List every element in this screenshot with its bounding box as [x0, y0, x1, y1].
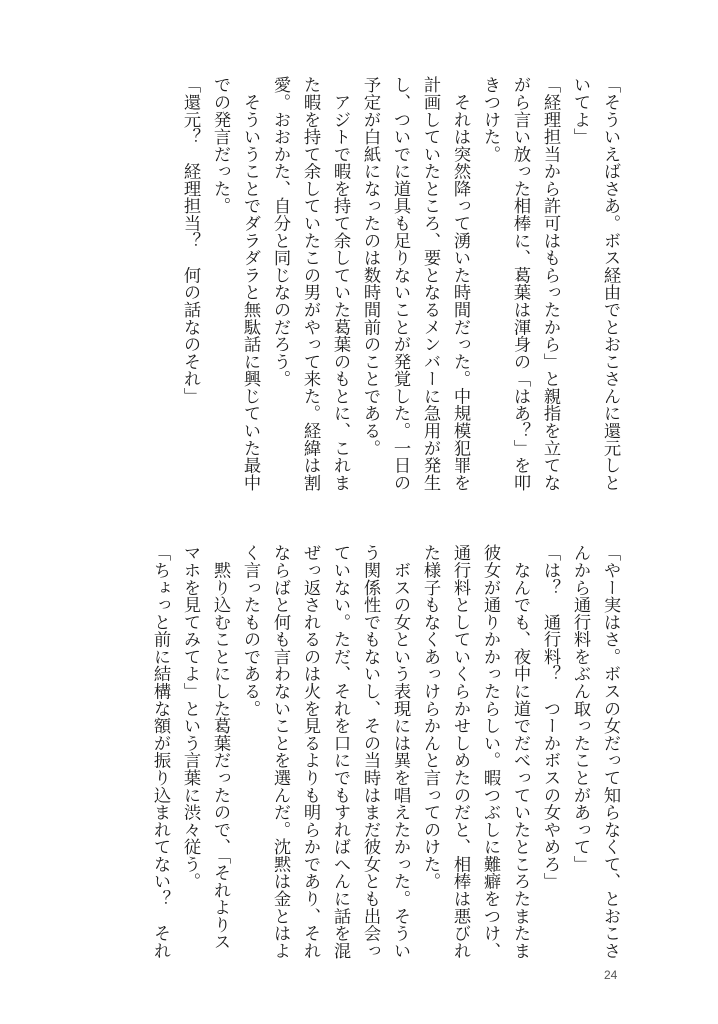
text-line: 通行料としていくらかせしめたのだと、相棒は悪びれ [450, 544, 470, 959]
text-line: 「そういえばさあ。ボス経由でとおこさんに還元しと [600, 76, 620, 491]
text-line: 「ちょっと前に結構な額が振り込まれてない？ それ [150, 544, 170, 959]
text-line: それは突然降って湧いた時間だった。中規模犯罪を [450, 76, 470, 491]
text-line: 「は？ 通行料？ つーかボスの女やめろ」 [540, 544, 560, 890]
text-line: し、ついでに道具も足りないことが発覚した。一日の [390, 76, 410, 491]
text-line: 黙り込むことにした葛葉だったので、「それよりス [210, 544, 230, 951]
text-line: アジトで暇を持て余していた葛葉のもとに、これま [330, 76, 350, 491]
text-line: いてよ」 [570, 76, 590, 146]
text-line: んから通行料をぶん取ったことがあって」 [570, 544, 590, 873]
text-line: ならばと何も言わないことを選んだ。沈黙は金とはよ [270, 544, 290, 959]
text-line: マホを見てみてよ」という言葉に渋々従う。 [180, 544, 200, 890]
page-number: 24 [604, 968, 618, 982]
text-line: 「還元？ 経理担当？ 何の話なのそれ」 [180, 76, 200, 405]
text-line: ボスの女という表現には異を唱えたかった。そうい [390, 544, 410, 959]
text-line: 「やー実はさ。ボスの女だって知らなくて、とおこさ [600, 544, 620, 959]
text-line: そういうことでダラダラと無駄話に興じていた最中 [240, 76, 260, 491]
text-block-bottom [145, 544, 625, 964]
text-line: 予定が白紙になったのは数時間前のことである。 [360, 76, 380, 457]
text-line: 「経理担当から許可はもらったから」と親指を立てな [540, 76, 560, 491]
text-line: きつけた。 [480, 76, 500, 163]
text-line: う関係性でもないし、その当時はまだ彼女とも出会っ [360, 544, 380, 959]
text-line: がら言い放った相棒に、葛葉は渾身の「はあ？」を叩 [510, 76, 530, 491]
text-line: 愛。おおかた、自分と同じなのだろう。 [270, 76, 290, 388]
text-line: ぜっ返されるのは火を見るよりも明らかであり、それ [300, 544, 320, 959]
text-line: 彼女が通りかかったらしい。暇つぶしに難癖をつけ、 [480, 544, 500, 959]
text-line: た様子もなくあっけらかんと言ってのけた。 [420, 544, 440, 890]
text-line: なんでも、夜中に道でだべっていたところたまたま [510, 544, 530, 959]
text-block-top [175, 76, 625, 496]
text-line: 計画していたところ、要となるメンバーに急用が発生 [420, 76, 440, 491]
text-line: た暇を持て余していたこの男がやって来た。経緯は割 [300, 76, 320, 491]
text-line: での発言だった。 [210, 76, 230, 215]
text-line: く言ったものである。 [240, 544, 260, 717]
text-line: ていない。ただ、それを口にでもすればへんに話を混 [330, 544, 350, 959]
